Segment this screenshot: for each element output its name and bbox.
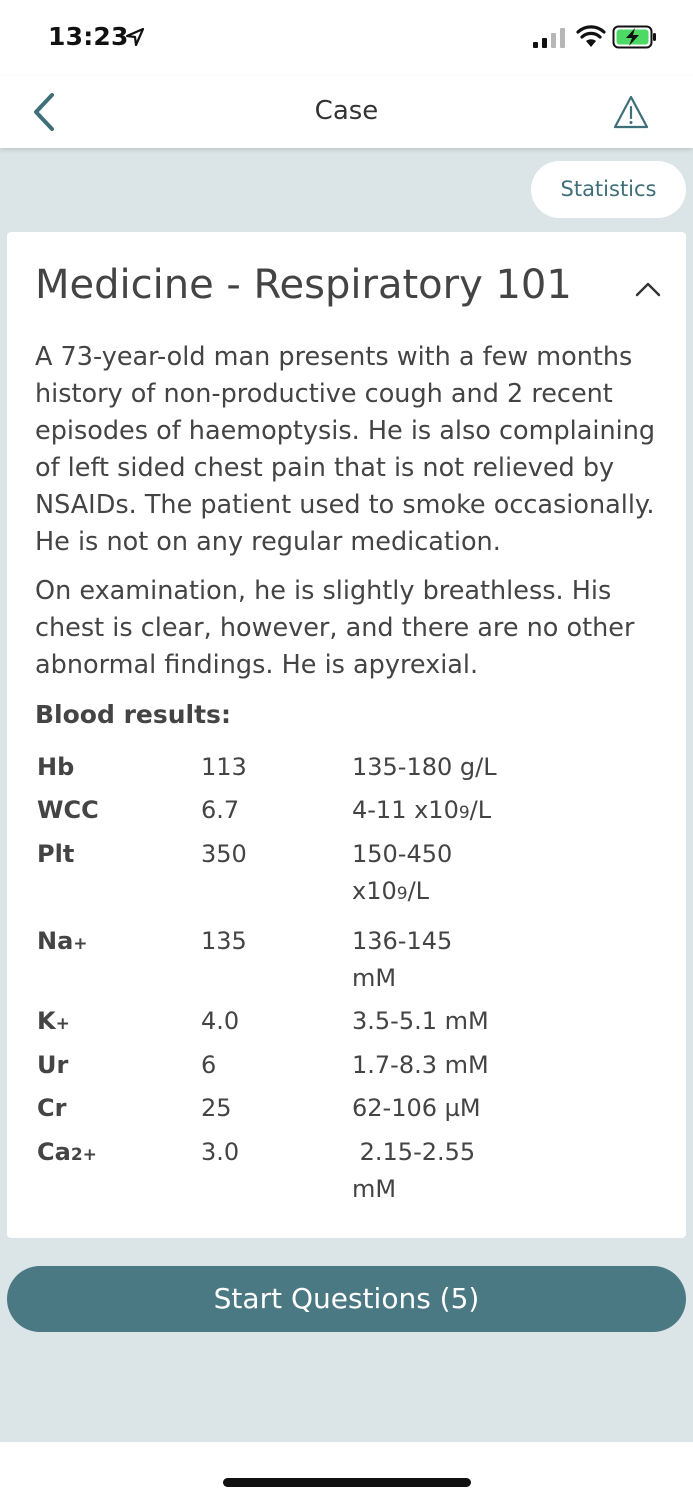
lab-row-ur: [37, 1047, 657, 1090]
chevron-up-icon[interactable]: [633, 278, 663, 300]
blood-results-table: [37, 749, 657, 1214]
lab-name: Ca2+: [37, 1138, 97, 1166]
warning-triangle-icon[interactable]: [612, 94, 650, 130]
lab-name: Plt: [37, 840, 75, 868]
lab-row-plt: [37, 836, 657, 923]
lab-value: 6.7: [201, 796, 240, 824]
case-description: A 73-year-old man presents with a few months history of non-productive cough and 2 recent episodes of haemoptysis. He is also complaining of left sided chest pain that is not relieved by NSAIDs. The patient used to smoke occasionally. He is not on any regular medication.: [35, 342, 656, 557]
nav-title: Case: [314, 96, 379, 126]
start-questions-button[interactable]: Start Questions (5): [7, 1266, 686, 1332]
status-bar: [0, 0, 693, 76]
battery-charging-icon: [612, 25, 658, 49]
lab-name: Na+: [37, 927, 88, 955]
cellular-signal-icon: [533, 28, 567, 48]
lab-reference-range: 62-106 µM: [352, 1094, 481, 1122]
lab-name: Ur: [37, 1051, 69, 1079]
home-indicator[interactable]: [223, 1478, 471, 1487]
lab-name: K+: [37, 1007, 70, 1035]
blood-results-heading: Blood results:: [35, 700, 231, 729]
lab-name: WCC: [37, 796, 99, 824]
lab-row-k: [37, 1003, 657, 1047]
lab-row-na: [37, 923, 657, 1003]
lab-reference-range: 4-11 x109/L: [352, 796, 492, 824]
bottom-safe-area: [0, 1442, 693, 1500]
lab-reference-range: 1.7-8.3 mM: [352, 1051, 489, 1079]
lab-value: 350: [201, 840, 247, 868]
lab-reference-range: 135-180 g/L: [352, 753, 497, 781]
statistics-button[interactable]: Statistics: [531, 161, 686, 218]
lab-value: 6: [201, 1051, 217, 1079]
lab-reference-range: 3.5-5.1 mM: [352, 1007, 489, 1035]
navigation-bar: [0, 76, 693, 148]
lab-row-cr: [37, 1090, 657, 1134]
lab-value: 3.0: [201, 1138, 240, 1166]
lab-reference-range: 150-450 x109/L: [352, 840, 453, 905]
location-arrow-icon: [126, 28, 144, 46]
case-title: Medicine - Respiratory 101: [35, 262, 572, 308]
case-card: [7, 232, 686, 1238]
lab-row-hb: [37, 749, 657, 792]
lab-reference-range: 2.15-2.55 mM: [352, 1138, 483, 1203]
lab-value: 135: [201, 927, 247, 955]
lab-row-ca: [37, 1134, 657, 1214]
lab-row-wcc: [37, 792, 657, 836]
examination-findings: On examination, he is slightly breathless. His chest is clear, however, and there are no other abnormal findings. He is apyrexial.: [35, 576, 635, 680]
lab-value: 113: [201, 753, 247, 781]
lab-value: 4.0: [201, 1007, 240, 1035]
wifi-icon: [576, 25, 606, 49]
lab-name: Cr: [37, 1094, 67, 1122]
lab-reference-range: 136-145 mM: [352, 927, 453, 992]
lab-name: Hb: [37, 753, 75, 781]
lab-value: 25: [201, 1094, 232, 1122]
status-time: 13:23: [48, 22, 129, 51]
